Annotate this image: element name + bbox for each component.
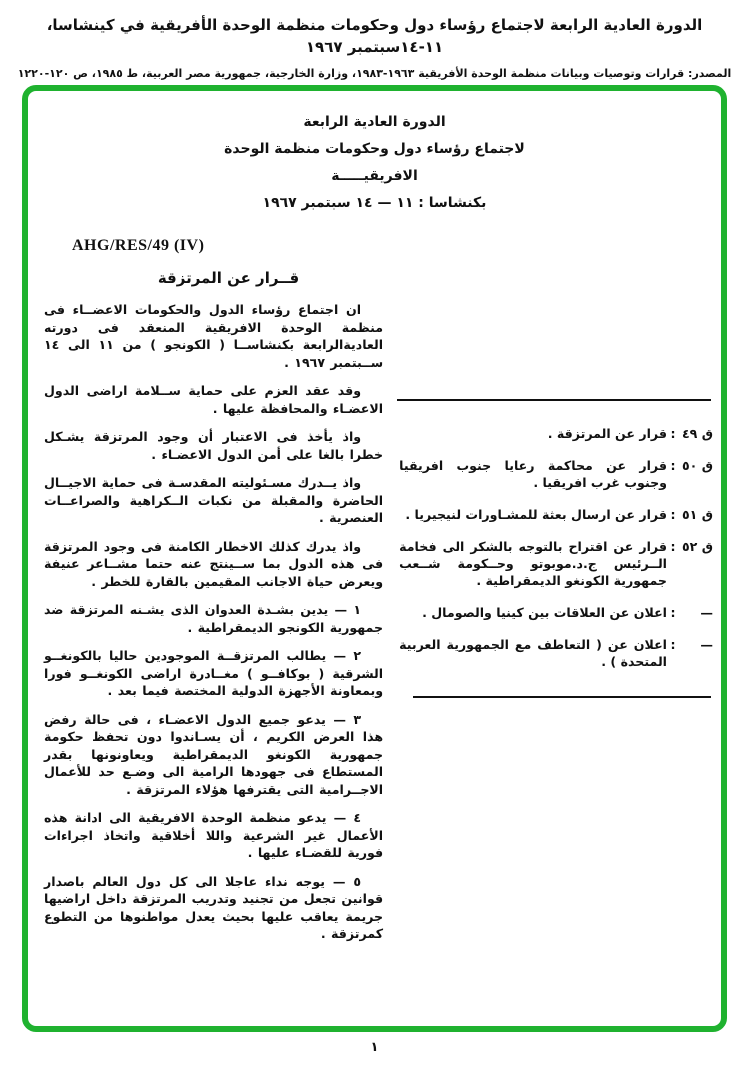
index-item-number: ق ٤٩ <box>681 426 713 441</box>
index-item-text: اعلان عن العلاقات بين كينيا والصومال . <box>422 605 667 620</box>
index-item-dash: — <box>700 605 713 620</box>
index-item-text: قرار عن المرتزقة . <box>547 426 667 441</box>
resolutions-index-column <box>395 399 713 1026</box>
resolution-paragraph: واذ يــدرك مسـئوليته المقدسـة فى حماية الاجيــال الحاضرة والمقبلة من نكبات الــكراهية والصراعــات العنصرية . <box>44 475 384 525</box>
index-item-colon: : <box>670 605 676 620</box>
index-item-colon: : <box>670 458 676 473</box>
resolution-paragraph: وقد عقد العزم على حماية ســلامة اراضى الدول الاعضـاء والمحافظة عليها . <box>44 383 384 416</box>
index-item-res-52 <box>395 538 713 589</box>
session-title-line-4: بكنشاسا : ١١ — ١٤ سبتمبر ١٩٦٧ <box>262 195 487 211</box>
index-item-res-50 <box>395 457 713 491</box>
resolution-clause-4: ٤ — يدعو منظمة الوحدة الافريقية الى ادانة هذه الأعمال غير الشرعية واللا أخلاقية واتخاذ اجراءات فورية للقضـاء عليها . <box>44 810 384 860</box>
resolution-frame <box>22 85 727 1032</box>
index-item-colon: : <box>670 426 676 441</box>
index-item-text: قرار عن محاكمة رعايا جنوب افريقيا وجنوب غرب افريقيا . <box>399 458 667 490</box>
index-item-declaration-kenya-somalia <box>395 604 713 621</box>
index-item-number: ق ٥٠ <box>681 458 713 473</box>
index-item-text: قرار عن ارسال بعثة للمشـاورات لنيجيريا . <box>405 507 667 522</box>
index-bottom-rule <box>413 696 711 698</box>
index-item-text: قرار عن اقتراح بالتوجه بالشكر الى فخامة الــرئيس ج.د.موبوتو وحــكومة شــعب جمهورية الكونغو الديمقراطية . <box>399 539 667 588</box>
index-item-colon: : <box>670 539 676 554</box>
page-number: ١ <box>370 1040 379 1055</box>
session-title-line-1: الدورة العادية الرابعة <box>303 114 446 130</box>
index-item-number: ق ٥٢ <box>681 539 713 554</box>
index-item-colon: : <box>670 507 676 522</box>
session-title-line-3: الافريقيـــــة <box>331 168 418 184</box>
index-item-dash: — <box>700 637 713 652</box>
index-item-declaration-uar <box>395 636 713 670</box>
resolution-title: قــرار عن المرتزقة <box>157 269 300 287</box>
resolution-reference-code: AHG/RES/49 (IV) <box>72 237 205 254</box>
header-session-line: الدورة العادية الرابعة لاجتماع رؤساء دول وحكومات منظمة الوحدة الأفريقية في كينشاسا، ١١-١٤سبتمبر ١٩٦٧ <box>46 16 703 56</box>
resolution-paragraph: ان اجتماع رؤساء الدول والحكومات الاعضــاء فى منظمة الوحدة الافريقية المنعقد فى دورته العاديةالرابعة بكنشاســا ( الكونجو ) من ١١ الى ١٤ ســبتمبر ١٩٦٧ . <box>44 302 384 370</box>
index-item-colon: : <box>670 637 676 652</box>
resolution-clause-1: ١ — يدين بشـدة العدوان الذى يشـنه المرتزقة ضد جمهورية الكونجو الديمقراطية . <box>44 602 384 635</box>
header-source-line: المصدر: قرارات وتوصيات وبيانات منظمة الوحدة الأفريقية ١٩٦٣-١٩٨٣، وزارة الخارجية، جمهورية مصر العربية، ط ١٩٨٥، ص ١٢٠-١٢٢٠ <box>17 67 732 80</box>
resolution-clause-2: ٢ — يطالب المرتزقــة الموجودين حاليا بالكونغــو الشرقية ( بوكافــو ) مغــادرة اراضى الكونغــو فورا وبمعاونة الأجهزة الدولية المختصة فيما بعد . <box>44 648 384 698</box>
session-title-line-2: لاجتماع رؤساء دول وحكومات منظمة الوحدة <box>224 141 525 157</box>
index-item-res-51 <box>395 506 713 523</box>
resolution-paragraph: واذ يأخذ فى الاعتبار أن وجود المرتزقة يشـكل خطرا بالغا على أمن الدول الاعضـاء . <box>44 429 384 462</box>
session-title-block <box>28 109 721 217</box>
document-header <box>8 14 741 82</box>
index-item-res-49 <box>395 425 713 442</box>
resolution-paragraph: واذ يدرك كذلك الاخطار الكامنة فى وجود المرتزقة فى هذه الدول بما ســينتج عنه حتما مشــاعر عنيفة ويعرض حياة الاجانب المقيمين بالقارة للخطر . <box>44 538 384 589</box>
resolution-content <box>28 269 721 1026</box>
resolution-body-column <box>44 269 383 1026</box>
index-top-rule <box>397 399 711 401</box>
resolution-clause-3: ٣ — يدعو جميع الدول الاعضـاء ، فى حالة رفض هذا العرض الكريم ، أن يسـاندوا دون تحفظ حكومة جمهورية الكونغو الديمقراطية ويعاونونها بقدر المستطاع فى جهودها الرامية الى وضـع حد للأعمال الاجــرامية التى يقترفها هؤلاء المرتزقة . <box>44 711 384 797</box>
resolution-clause-5: ٥ — يوجه نداء عاجلا الى كل دول العالم باصدار قوانين تجعل من تجنيد وتدريب المرتزقة داخل اراضيها جريمة يعاقب عليها بحيث يعدل مواطنوها من التطوع كمرتزقة . <box>44 873 384 941</box>
index-item-text: اعلان عن ( التعاطف مع الجمهورية العربية المتحدة ) . <box>399 637 667 669</box>
index-item-number: ق ٥١ <box>681 507 713 522</box>
